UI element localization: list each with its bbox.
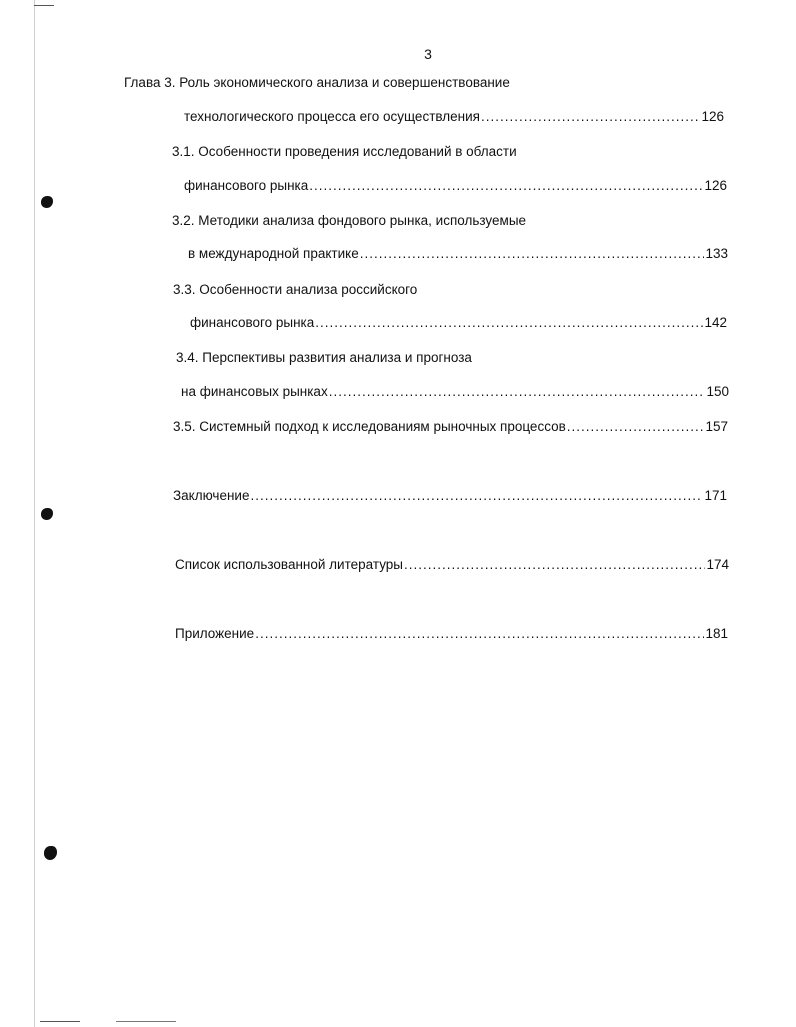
- toc-entry-conclusion[interactable]: [173, 487, 727, 505]
- toc-entry-label: на финансовых рынках: [181, 384, 328, 399]
- toc-entry-label: финансового рынка: [184, 178, 309, 193]
- toc-leader-dots: [481, 108, 701, 126]
- scan-top-mark: [34, 5, 54, 6]
- toc-entry-page: 133: [705, 246, 728, 261]
- toc-entry-section[interactable]: [190, 314, 727, 332]
- section-title-line1: 3.3. Особенности анализа российского: [173, 282, 418, 297]
- binding-hole-blot: [41, 508, 53, 520]
- toc-entry-label: Приложение: [175, 626, 255, 641]
- toc-leader-dots: [315, 314, 703, 332]
- toc-entry-label: Список использованной литературы: [175, 557, 403, 572]
- toc-leader-dots: [250, 487, 703, 505]
- toc-leader-dots: [329, 383, 706, 401]
- toc-entry-page: 126: [701, 109, 724, 124]
- section-title-line1: 3.1. Особенности проведения исследований в области: [172, 144, 517, 159]
- toc-entry-label: в международной практике: [188, 246, 359, 261]
- toc-entry-label: 3.5. Системный подход к исследованиям рыночных процессов: [173, 419, 566, 434]
- scan-bottom-mark: [40, 1021, 80, 1022]
- toc-entry-page: 157: [705, 419, 728, 434]
- toc-entry-page: 150: [706, 384, 729, 399]
- toc-entry-page: 181: [705, 626, 728, 641]
- scan-left-edge: [34, 0, 35, 1027]
- toc-leader-dots: [567, 418, 705, 436]
- section-title-line1: 3.4. Перспективы развития анализа и прогноза: [176, 350, 472, 365]
- toc-entry-page: 142: [704, 315, 727, 330]
- toc-entry-section[interactable]: [173, 418, 728, 436]
- toc-entry-bibliography[interactable]: [175, 556, 729, 574]
- chapter-title-line1: Глава 3. Роль экономического анализа и совершенствование: [124, 75, 510, 90]
- toc-leader-dots: [309, 177, 703, 195]
- toc-entry-page: 174: [706, 557, 729, 572]
- toc-entry-page: 126: [704, 178, 727, 193]
- toc-entry-label: Заключение: [173, 488, 250, 503]
- toc-entry-section[interactable]: [181, 383, 729, 401]
- toc-entry-section[interactable]: [188, 245, 728, 263]
- toc-entry-page: 171: [704, 488, 727, 503]
- scan-bottom-mark-2: [116, 1021, 176, 1022]
- toc-leader-dots: [255, 625, 704, 643]
- binding-hole-blot: [41, 196, 53, 208]
- toc-entry-label: финансового рынка: [190, 315, 315, 330]
- section-title-line1: 3.2. Методики анализа фондового рынка, используемые: [172, 213, 527, 228]
- toc-entry-section[interactable]: [184, 177, 727, 195]
- page-number: 3: [424, 46, 432, 62]
- toc-leader-dots: [360, 245, 705, 263]
- toc-entry-label: технологического процесса его осуществления: [184, 109, 480, 124]
- toc-entry-appendix[interactable]: [175, 625, 728, 643]
- toc-leader-dots: [404, 556, 705, 574]
- binding-hole-blot: [44, 846, 57, 860]
- toc-entry-chapter[interactable]: [184, 108, 724, 126]
